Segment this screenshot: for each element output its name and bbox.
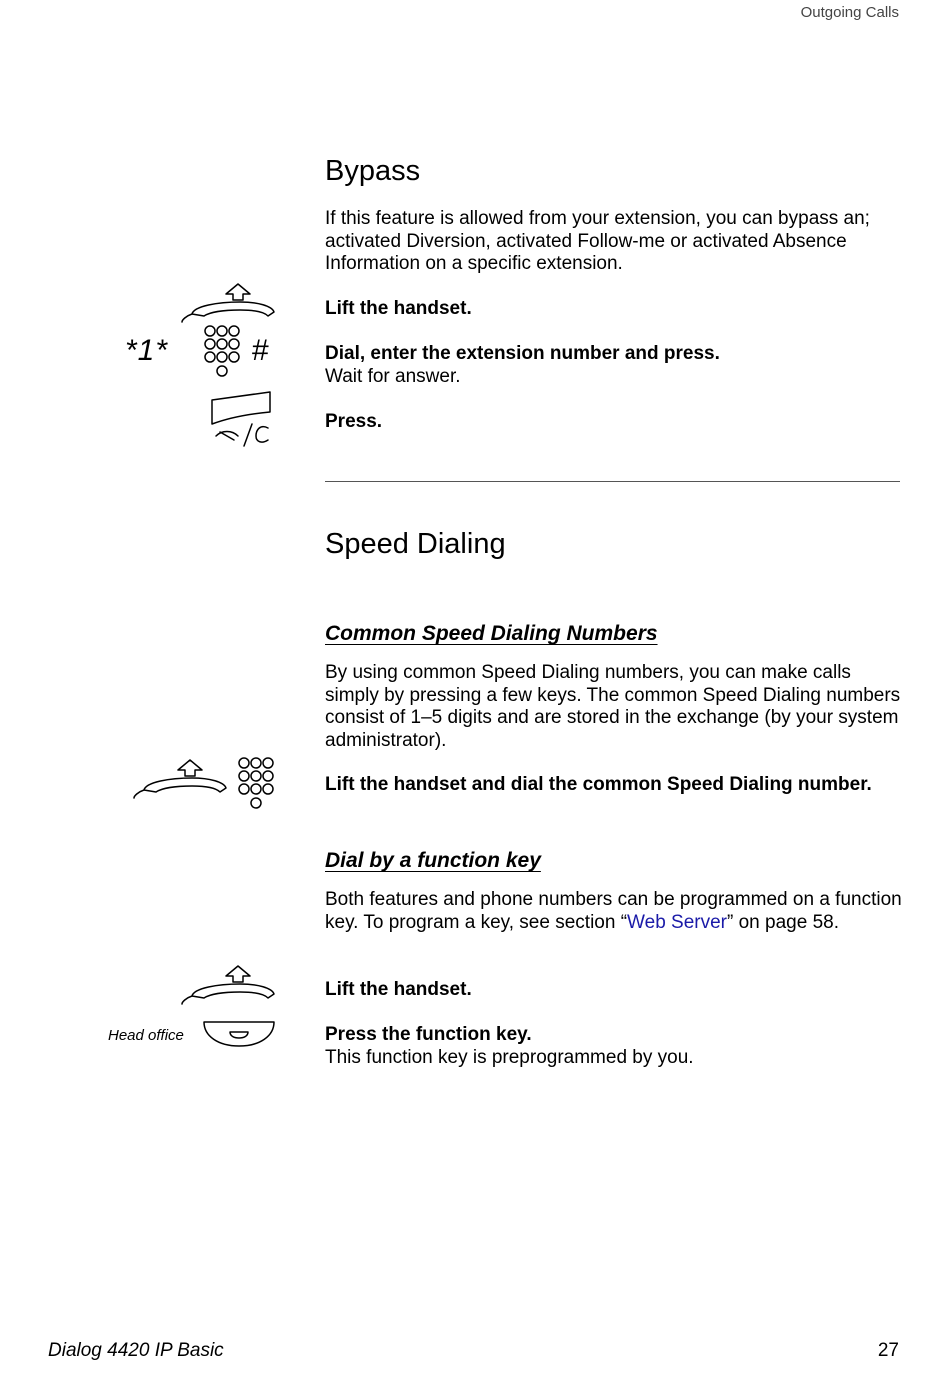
subsection-title-common: Common Speed Dialing Numbers bbox=[325, 622, 658, 645]
clear-key-icon bbox=[208, 390, 278, 448]
handset-lift-icon bbox=[178, 958, 278, 1004]
common-intro: By using common Speed Dialing numbers, you can make calls simply by pressing a few keys. The common Speed Dialing numbers consist of 1–5 digits and are stored in the exchange (by your system administrator). bbox=[325, 662, 901, 752]
handset-lift-icon bbox=[178, 276, 278, 322]
keypad-icon bbox=[202, 324, 244, 380]
keypad-icon bbox=[236, 756, 278, 812]
bypass-step-lift: Lift the handset. bbox=[325, 298, 472, 319]
subsection-title-function-key: Dial by a function key bbox=[325, 849, 541, 872]
function-key-step-press: Press the function key. bbox=[325, 1024, 532, 1045]
dial-code: *1* bbox=[125, 334, 169, 367]
bypass-step-dial: Dial, enter the extension number and press. bbox=[325, 343, 720, 364]
section-divider bbox=[325, 481, 900, 482]
page-number: 27 bbox=[877, 1340, 899, 1361]
handset-lift-icon bbox=[130, 752, 230, 798]
function-key-step-lift: Lift the handset. bbox=[325, 979, 472, 1000]
footer-product: Dialog 4420 IP Basic bbox=[48, 1340, 224, 1361]
hash-key-icon: # bbox=[252, 334, 269, 367]
section-title-speed-dialing: Speed Dialing bbox=[325, 528, 506, 560]
web-server-link[interactable]: Web Server bbox=[627, 911, 727, 933]
bypass-step-dial-note: Wait for answer. bbox=[325, 366, 461, 387]
function-key-label: Head office bbox=[108, 1027, 184, 1044]
bypass-step-press: Press. bbox=[325, 411, 383, 432]
running-header: Outgoing Calls bbox=[800, 4, 899, 21]
section-title-bypass: Bypass bbox=[325, 155, 421, 187]
function-key-step-note: This function key is preprogrammed by you. bbox=[325, 1047, 694, 1068]
function-key-intro: Both features and phone numbers can be programmed on a function key. To program a key, see section “Web Server” on page 58. bbox=[325, 889, 902, 933]
common-step: Lift the handset and dial the common Speed Dialing number. bbox=[325, 774, 872, 795]
bypass-intro: If this feature is allowed from your extension, you can bypass an; activated Diversion, activated Follow-me or activated Absence Information on a specific extension. bbox=[325, 208, 870, 275]
function-key-icon bbox=[200, 1018, 278, 1050]
